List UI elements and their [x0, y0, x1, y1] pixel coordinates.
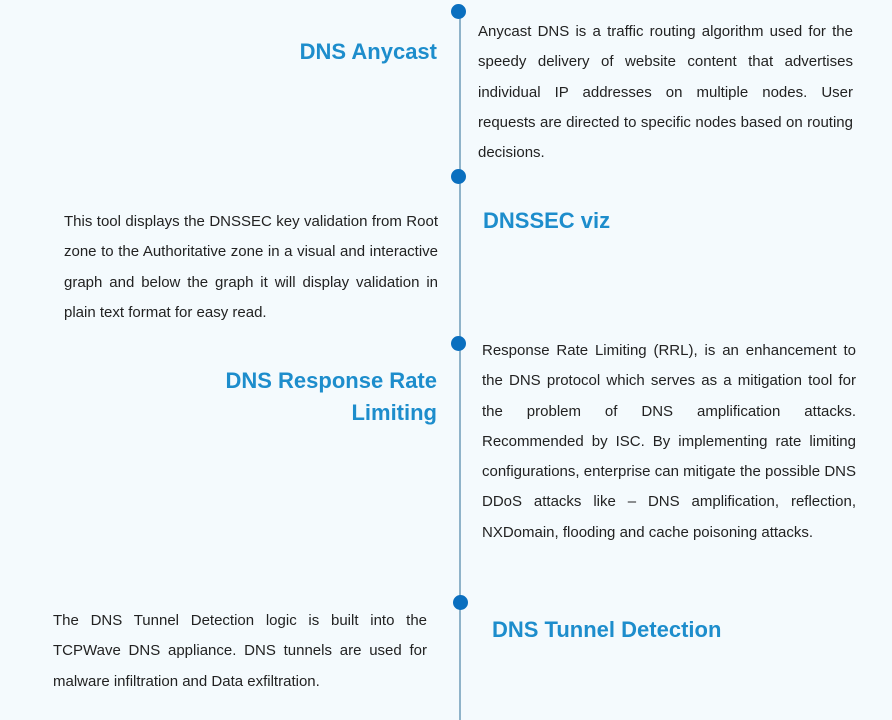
feature-title-dns-tunnel-detection: DNS Tunnel Detection — [492, 617, 722, 642]
timeline-dot — [453, 595, 468, 610]
feature-description-dns-tunnel-detection: The DNS Tunnel Detection logic is built into the TCPWave DNS appliance. DNS tunnels are used for malware infiltration and Data exfiltration. — [53, 612, 427, 690]
feature-title-dnssec-viz: DNSSEC viz — [483, 208, 611, 233]
timeline-dot — [451, 4, 466, 19]
feature-description-dns-anycast: Anycast DNS is a traffic routing algorithm used for the speedy delivery of website content that advertises individual IP addresses on multiple nodes. User requests are directed to specific nodes based on routing decisions. — [478, 23, 853, 162]
feature-description-dns-response-rate-limiting: Response Rate Limiting (RRL), is an enhancement to the DNS protocol which serves as a mitigation tool for the problem of DNS amplification attacks. Recommended by ISC. By implementing rate limiting configurations, enterprise can mitigate the possible DNS DDoS attacks like – DNS amplification, reflection, NXDomain, flooding and cache poisoning attacks. — [482, 342, 856, 541]
feature-description-dnssec-viz: This tool displays the DNSSEC key validation from Root zone to the Authoritative zone in a visual and interactive graph and below the graph it will display validation in plain text format for easy read. — [64, 213, 438, 321]
timeline-dot — [451, 336, 466, 351]
timeline-line — [459, 10, 461, 720]
feature-title-dns-response-rate-limiting: DNS Response Rate Limiting — [225, 368, 437, 425]
timeline-dot — [451, 169, 466, 184]
feature-title-dns-anycast: DNS Anycast — [299, 39, 437, 64]
